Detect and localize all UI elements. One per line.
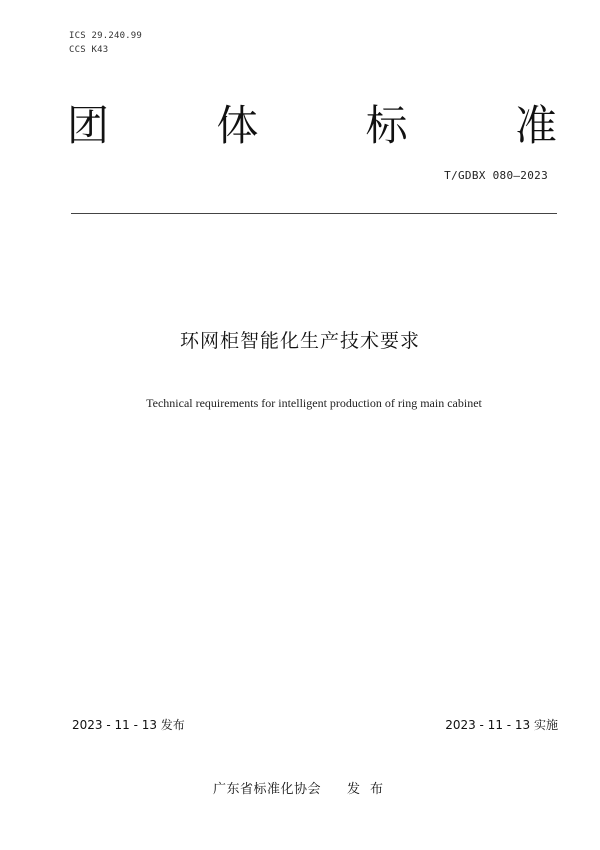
header-divider	[71, 213, 557, 214]
ics-code: ICS 29.240.99	[69, 31, 143, 41]
document-title-chinese: 环网柜智能化生产技术要求	[179, 330, 420, 352]
issuer-line	[213, 778, 393, 797]
document-title-english: Technical requirements for intelligent production of ring main cabinet	[146, 396, 482, 410]
ccs-code: CCS K43	[69, 45, 109, 55]
standard-type-char: 标	[365, 101, 408, 150]
issuer-verb: 发布	[347, 782, 394, 797]
issuer-name: 广东省标准化协会	[213, 782, 322, 797]
implement-date: 2023 - 11 - 13 实施	[445, 718, 558, 732]
standard-code: T/GDBX 080—2023	[444, 169, 548, 182]
standard-type-char: 体	[216, 101, 259, 150]
standard-type-char: 准	[514, 101, 557, 150]
standard-type-char: 团	[67, 101, 110, 150]
standard-type-heading	[67, 100, 557, 152]
publish-date: 2023 - 11 - 13 发布	[72, 718, 185, 732]
